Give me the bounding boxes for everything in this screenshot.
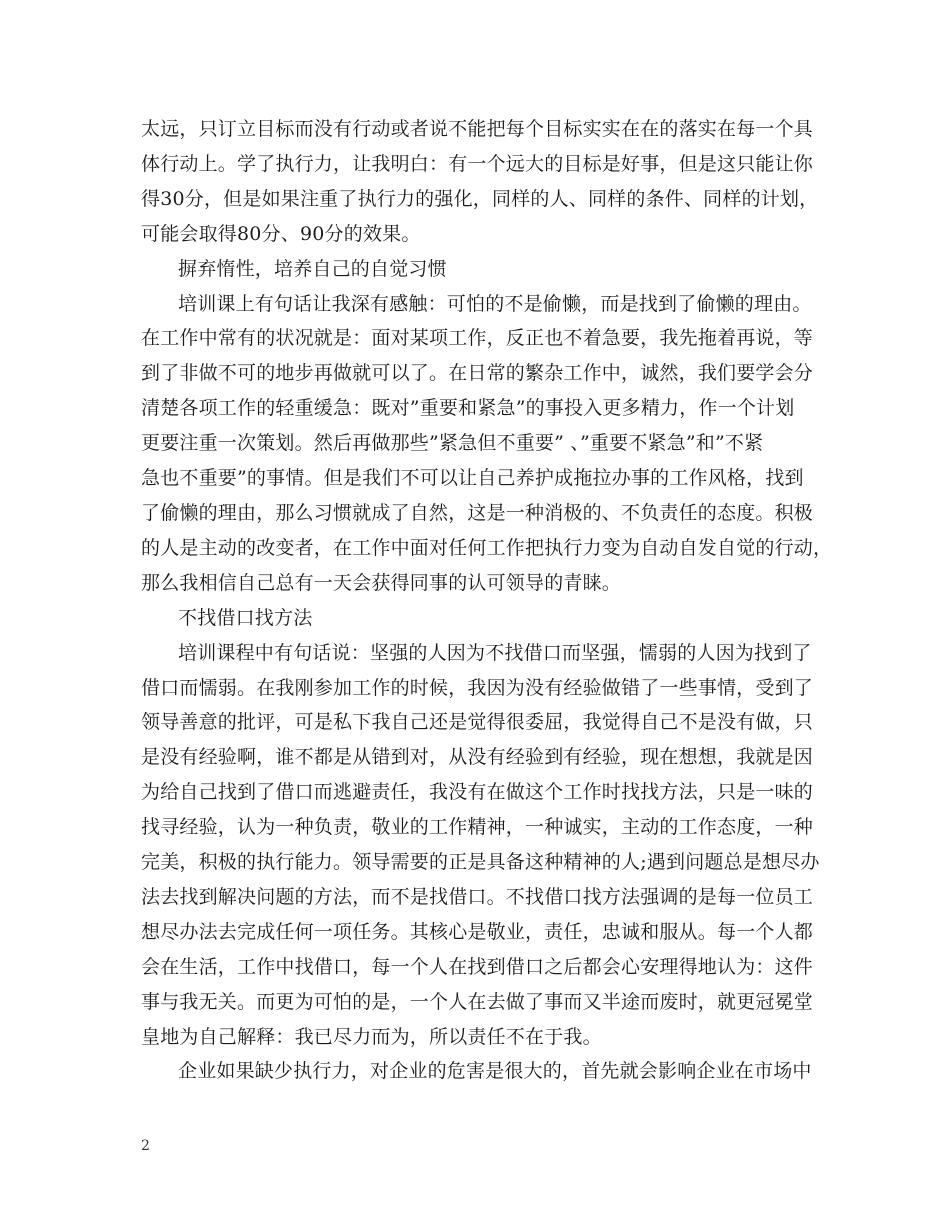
text-line: 体行动上。学了执行力，让我明白：有一个远大的目标是好事，但是这只能让你 bbox=[141, 152, 814, 175]
section-heading: 摒弃惰性，培养自己的自觉习惯 bbox=[178, 257, 447, 280]
text-line: 急也不重要”的事情。但是我们不可以让自己养护成拖拉办事的工作风格，找到 bbox=[141, 467, 804, 490]
text-line: 完美，积极的执行能力。领导需要的正是具备这种精神的人;遇到问题总是想尽办 bbox=[141, 851, 820, 874]
text-line: 事与我无关。而更为可怕的是，一个人在去做了事而又半途而废时，就更冠冕堂 bbox=[141, 990, 814, 1013]
text-line: 了偷懒的理由，那么习惯就成了自然，这是一种消极的、不负责任的态度。积极 bbox=[141, 501, 814, 524]
text-line: 为给自己找到了借口而逃避责任，我没有在做这个工作时找找方法，只是一味的 bbox=[141, 781, 814, 804]
text-line: 得30分，但是如果注重了执行力的强化，同样的人、同样的条件、同样的计划， bbox=[141, 187, 819, 210]
body-text bbox=[141, 112, 831, 1089]
paragraph-start: 企业如果缺少执行力，对企业的危害是很大的，首先就会影响企业在市场中 bbox=[178, 1060, 812, 1083]
text-line: 会在生活，工作中找借口，每一个人在找到借口之后都会心安理得地认为：这件 bbox=[141, 955, 814, 978]
text-line: 清楚各项工作的轻重缓急：既对”重要和紧急”的事投入更多精力，作一个计划 bbox=[141, 397, 795, 420]
text-line: 是没有经验啊，谁不都是从错到对，从没有经验到有经验，现在想想，我就是因 bbox=[141, 746, 814, 769]
text-line: 到了非做不可的地步再做就可以了。在日常的繁杂工作中，诚然，我们要学会分 bbox=[141, 362, 814, 385]
section-heading: 不找借口找方法 bbox=[178, 606, 313, 629]
text-line: 法去找到解决问题的方法，而不是找借口。不找借口找方法强调的是每一位员工 bbox=[141, 885, 814, 908]
paragraph-start: 培训课上有句话让我深有感触：可怕的不是偷懒，而是找到了偷懒的理由。 bbox=[178, 292, 812, 315]
text-line: 可能会取得80分、90分的效果。 bbox=[141, 222, 421, 245]
text-line: 那么我相信自己总有一天会获得同事的认可领导的青睐。 bbox=[141, 571, 622, 594]
paragraph-start: 培训课程中有句话说：坚强的人因为不找借口而坚强，懦弱的人因为找到了 bbox=[178, 641, 812, 664]
text-line: 借口而懦弱。在我刚参加工作的时候，我因为没有经验做错了一些事情，受到了 bbox=[141, 676, 814, 699]
text-line: 皇地为自己解释：我已尽力而为，所以责任不在于我。 bbox=[141, 1025, 602, 1048]
page-number: 2 bbox=[141, 1138, 150, 1154]
text-line: 想尽办法去完成任何一项任务。其核心是敬业，责任，忠诚和服从。每一个人都 bbox=[141, 920, 814, 943]
text-line: 的人是主动的改变者，在工作中面对任何工作把执行力变为自动自发自觉的行动， bbox=[141, 536, 833, 559]
text-line: 找寻经验，认为一种负责，敬业的工作精神，一种诚实，主动的工作态度，一种 bbox=[141, 816, 814, 839]
text-line: 领导善意的批评，可是私下我自己还是觉得很委屈，我觉得自己不是没有做，只 bbox=[141, 711, 814, 734]
text-line: 在工作中常有的状况就是：面对某项工作，反正也不着急要，我先拖着再说，等 bbox=[141, 327, 814, 350]
text-line: 更要注重一次策划。然后再做那些”紧急但不重要” 、”重要不紧急”和”不紧 bbox=[141, 432, 764, 455]
text-line: 太远，只订立目标而没有行动或者说不能把每个目标实实在在的落实在每一个具 bbox=[141, 118, 814, 140]
